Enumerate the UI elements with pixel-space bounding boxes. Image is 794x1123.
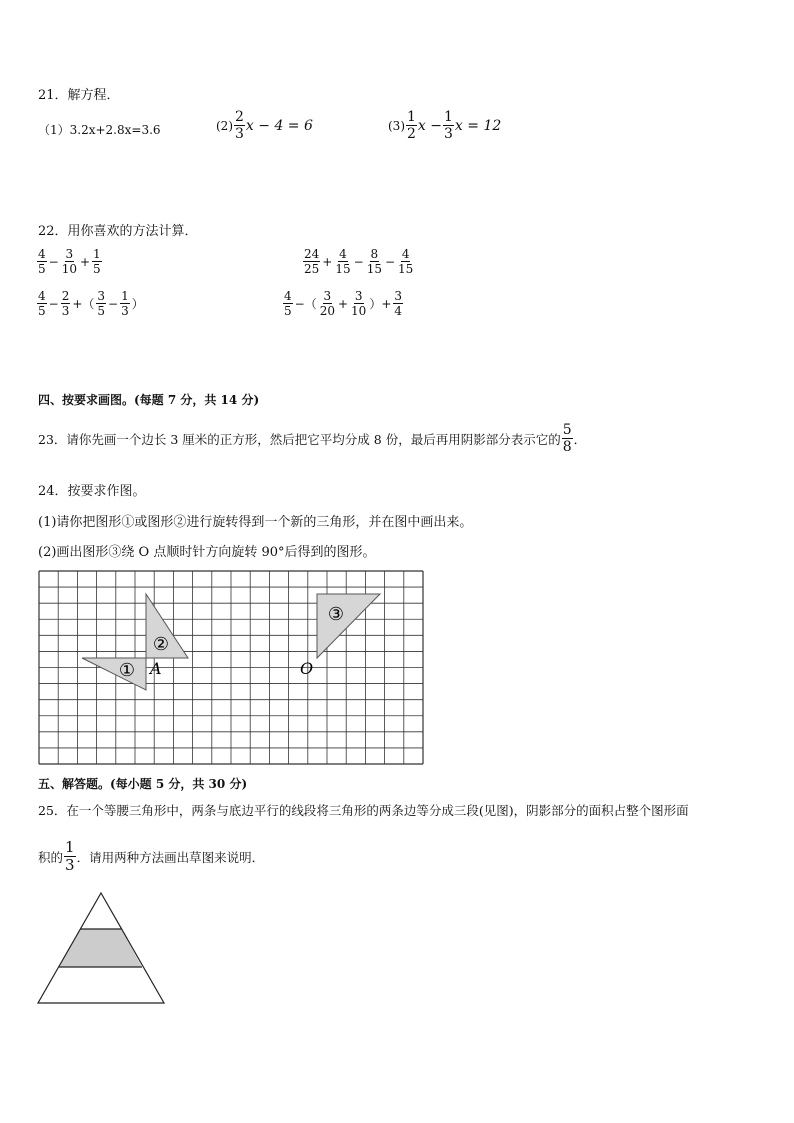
q22-expr2: $\frac{24}{25}$ + $\frac{4}{15}$ − $\frac{8}{15}$ − $\frac{4}{15}$ bbox=[304, 247, 414, 276]
section-four-heading: 四、按要求画图。(每题 7 分，共 14 分) bbox=[38, 393, 260, 407]
q21-part3: (3) $\frac{1}{2}$ x − $\frac{1}{3}$ x = 12 bbox=[388, 109, 502, 142]
rotation-grid-figure bbox=[38, 570, 424, 765]
q22-title: 22．用你喜欢的方法计算． bbox=[38, 224, 198, 239]
q21-part1: （1）3.2x+2.8x=3.6 bbox=[38, 123, 161, 137]
q25-line2: 积的 $\frac{1}{3}$ ．请用两种方法画出草图来说明． bbox=[38, 838, 265, 874]
q24-line2: (2)画出图形③绕 O 点顺时针方向旋转 90°后得到的图形。 bbox=[38, 545, 376, 560]
shaded-trapezoid bbox=[59, 929, 142, 967]
triangle-shape-3 bbox=[317, 594, 380, 658]
q24-title: 24．按要求作图。 bbox=[38, 484, 146, 499]
q25-line1: 25．在一个等腰三角形中，两条与底边平行的线段将三角形的两条边等分成三段(见图)，阴影部分的面积占整个图形面 bbox=[38, 803, 689, 818]
label-point-a: A bbox=[150, 659, 162, 678]
label-shape-3: ③ bbox=[327, 604, 345, 625]
q22-expr1: $\frac{4}{5}$ − $\frac{3}{10}$ + $\frac{1}{5}$ bbox=[38, 247, 101, 276]
label-point-o: O bbox=[300, 659, 314, 678]
triangle-shape-1 bbox=[82, 658, 146, 690]
q24-line1: (1)请你把图形①或图形②进行旋转得到一个新的三角形，并在图中画出来。 bbox=[38, 515, 473, 530]
isosceles-triangle-figure bbox=[36, 892, 166, 1006]
q21-part2: (2) $\frac{2}{3}$ x − 4 = 6 bbox=[216, 109, 313, 142]
q22-expr3: $\frac{4}{5}$ − $\frac{2}{3}$ +（ $\frac{3}{5}$ − $\frac{1}{3}$ ） bbox=[38, 289, 144, 318]
label-shape-2: ② bbox=[152, 634, 170, 655]
section-five-heading: 五、解答题。(每小题 5 分，共 30 分) bbox=[38, 777, 248, 791]
q23-text: 23．请你先画一个边长 3 厘米的正方形，然后把它平均分成 8 份，最后再用阴影部分表示它的 $\frac{5}{8}$ ． bbox=[38, 422, 587, 455]
q22-expr4: $\frac{4}{5}$ −（ $\frac{3}{20}$ + $\frac{3}{10}$ ）+ $\frac{3}{4}$ bbox=[284, 289, 403, 318]
q21-title: 21．解方程． bbox=[38, 88, 120, 103]
label-shape-1: ① bbox=[118, 660, 136, 681]
